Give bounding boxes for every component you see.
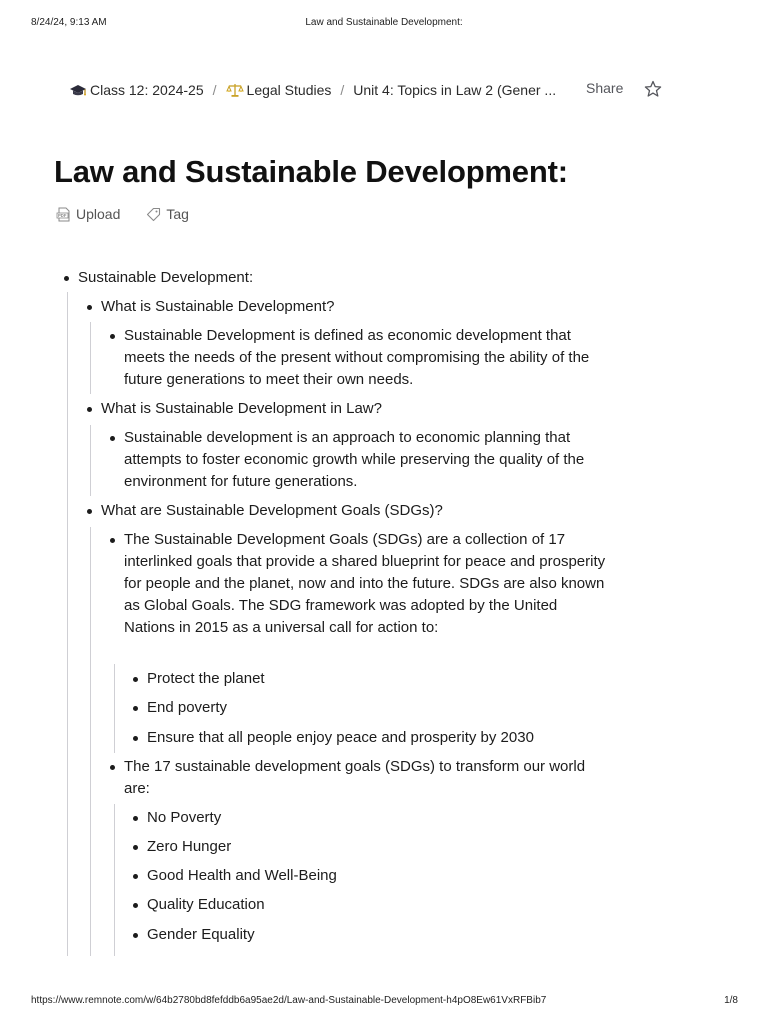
bullet: [133, 706, 138, 711]
bullet: [133, 677, 138, 682]
list-item-text: What is Sustainable Development in Law?: [101, 400, 382, 417]
page-number: 1/8: [724, 995, 738, 1006]
list-item-text: The 17 sustainable development goals (SDGs) to transform our world are:: [124, 758, 586, 797]
list-item[interactable]: [147, 894, 607, 916]
list-item-text: End poverty: [147, 699, 228, 716]
list-item[interactable]: [147, 865, 607, 887]
list-item-text: Quality Education: [147, 896, 265, 913]
list-item[interactable]: [147, 668, 607, 690]
breadcrumb-label: Legal Studies: [246, 82, 332, 98]
bullet: [110, 765, 115, 770]
bullet: [64, 276, 69, 281]
bullet: [133, 816, 138, 821]
list-item[interactable]: [124, 529, 608, 639]
indent-line: [67, 292, 68, 956]
list-item-text: Zero Hunger: [147, 838, 232, 855]
list-item-text: Sustainable Development is defined as economic development that meets the needs of the present without compromising the ability of the future generations to meet their own needs.: [124, 327, 590, 388]
tag-label: Tag: [166, 206, 189, 222]
list-item-text: Gender Equality: [147, 926, 255, 943]
bullet: [87, 509, 92, 514]
bullet: [133, 903, 138, 908]
list-item[interactable]: [124, 325, 602, 391]
list-item[interactable]: [124, 756, 608, 800]
breadcrumb-separator: /: [212, 82, 217, 98]
list-item-text: The Sustainable Development Goals (SDGs) are a collection of 17 interlinked goals that provide a shared blueprint for peace and prosperity for people and the planet, now and into the future. SDGs are also known as Global Goals. The SDG framework was adopted by the United Nations in 2015 as a universal call for action to:: [124, 531, 606, 636]
list-item-text: No Poverty: [147, 809, 222, 826]
list-item-text: Sustainable Development:: [78, 269, 254, 286]
bullet: [110, 334, 115, 339]
list-item[interactable]: [147, 836, 607, 858]
indent-line: [90, 527, 91, 956]
list-item[interactable]: [147, 697, 607, 719]
print-url: https://www.remnote.com/w/64b2780bd8fefddb6a95ae2d/Law-and-Sustainable-Development-h4pO8Ew61VxRFBib7: [31, 995, 547, 1006]
breadcrumb-label: Class 12: 2024-25: [90, 82, 204, 98]
print-footer: [0, 995, 768, 1009]
list-item-text: Ensure that all people enjoy peace and prosperity by 2030: [147, 729, 534, 746]
list-item[interactable]: [124, 427, 602, 493]
breadcrumb-separator: /: [340, 82, 345, 98]
bullet: [133, 845, 138, 850]
indent-line: [114, 804, 115, 956]
share-button[interactable]: Share: [586, 80, 624, 96]
list-item[interactable]: [101, 398, 621, 420]
print-title: Law and Sustainable Development:: [305, 17, 463, 28]
list-item-text: Good Health and Well-Being: [147, 867, 337, 884]
breadcrumb-label: Unit 4: Topics in Law 2 (Gener ...: [353, 82, 557, 98]
list-item[interactable]: [101, 296, 621, 318]
list-item-text: What are Sustainable Development Goals (SDGs)?: [101, 502, 443, 519]
list-item-text: What is Sustainable Development?: [101, 298, 335, 315]
print-date: 8/24/24, 9:13 AM: [31, 17, 107, 28]
bullet: [87, 305, 92, 310]
svg-text:PDF: PDF: [58, 212, 67, 218]
bullet: [133, 933, 138, 938]
list-item[interactable]: [101, 500, 621, 522]
indent-line: [114, 664, 115, 753]
page-title: Law and Sustainable Development:: [54, 154, 568, 189]
bullet: [110, 436, 115, 441]
bullet: [110, 538, 115, 543]
list-item[interactable]: [147, 807, 607, 829]
list-item[interactable]: [147, 727, 607, 749]
indent-line: [90, 425, 91, 496]
bullet: [133, 736, 138, 741]
upload-label: Upload: [76, 206, 121, 222]
indent-line: [90, 322, 91, 394]
list-item-text: Sustainable development is an approach to economic planning that attempts to foster economic growth while preserving the quality of the environment for future generations.: [124, 429, 585, 490]
bullet: [133, 874, 138, 879]
list-item[interactable]: [78, 267, 618, 289]
list-item-text: Protect the planet: [147, 670, 265, 687]
list-item[interactable]: [147, 924, 607, 946]
bullet: [87, 407, 92, 412]
